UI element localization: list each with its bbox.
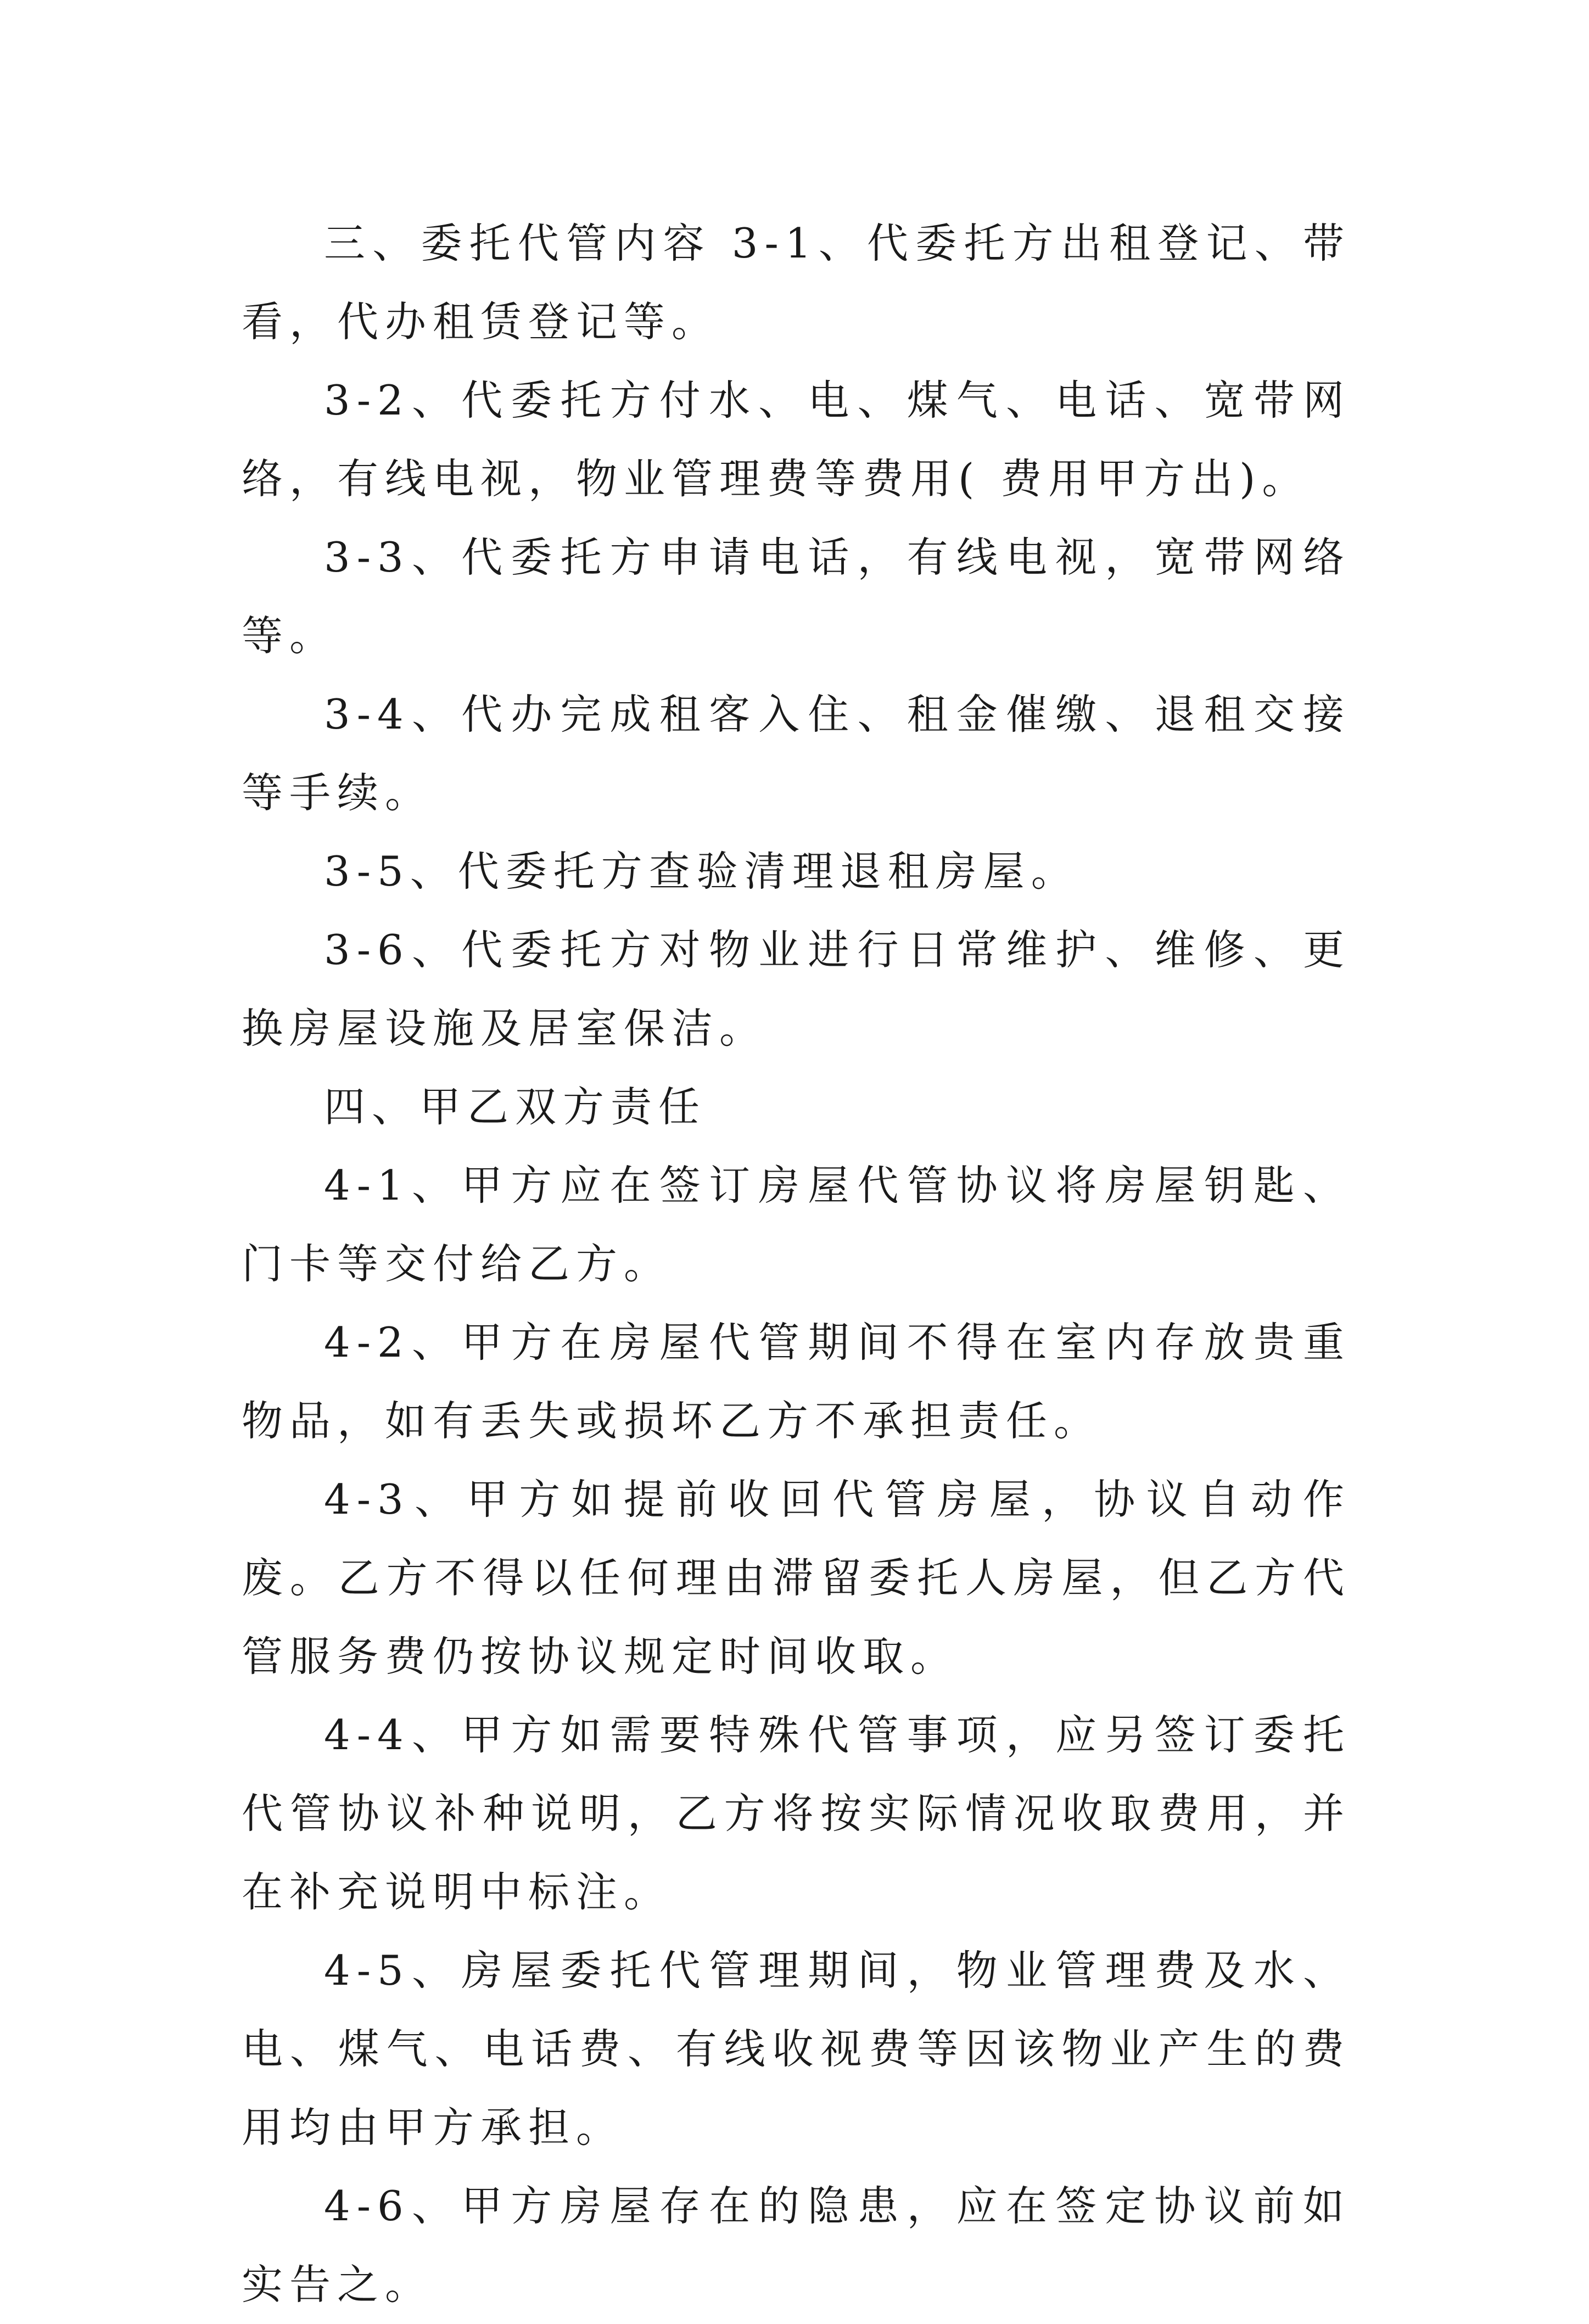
paragraph-3-3: 3-3、代委托方申请电话，有线电视，宽带网络等。: [242, 533, 1351, 660]
paragraph-3-5: 3-5、代委托方查验清理退租房屋。: [324, 847, 1079, 895]
paragraph-4-3: 4-3、甲方如提前收回代管房屋，协议自动作废。乙方不得以任何理由滞留委托人房屋，但乙方代管服务费仍按协议规定时间收取。: [242, 1475, 1351, 1681]
paragraph-section-3-heading: 三、委托代管内容 3-1、代委托方出租登记、带看，代办租赁登记等。: [242, 219, 1351, 346]
paragraph-4-6: 4-6、甲方房屋存在的隐患，应在签定协议前如实告之。: [242, 2182, 1351, 2309]
paragraph-4-1: 4-1、甲方应在签订房屋代管协议将房屋钥匙、门卡等交付给乙方。: [242, 1161, 1351, 1288]
section-4-heading: 四、甲乙双方责任: [324, 1083, 707, 1131]
paragraph-3-6: 3-6、代委托方对物业进行日常维护、维修、更换房屋设施及居室保洁。: [242, 926, 1351, 1052]
paragraph-3-4: 3-4、代办完成租客入住、租金催缴、退租交接等手续。: [242, 690, 1351, 817]
paragraph-4-5: 4-5、房屋委托代管理期间，物业管理费及水、电、煤气、电话费、有线收视费等因该物业产生的费用均由甲方承担。: [242, 1946, 1351, 2152]
paragraph-3-2: 3-2、代委托方付水、电、煤气、电话、宽带网络，有线电视，物业管理费等费用( 费用甲方出)。: [242, 376, 1351, 503]
paragraph-4-4: 4-4、甲方如需要特殊代管事项，应另签订委托代管协议补种说明，乙方将按实际情况收取费用，并在补充说明中标注。: [242, 1711, 1351, 1916]
document-body: [242, 204, 1351, 2324]
paragraph-4-2: 4-2、甲方在房屋代管期间不得在室内存放贵重物品，如有丢失或损坏乙方不承担责任。: [242, 1318, 1351, 1445]
